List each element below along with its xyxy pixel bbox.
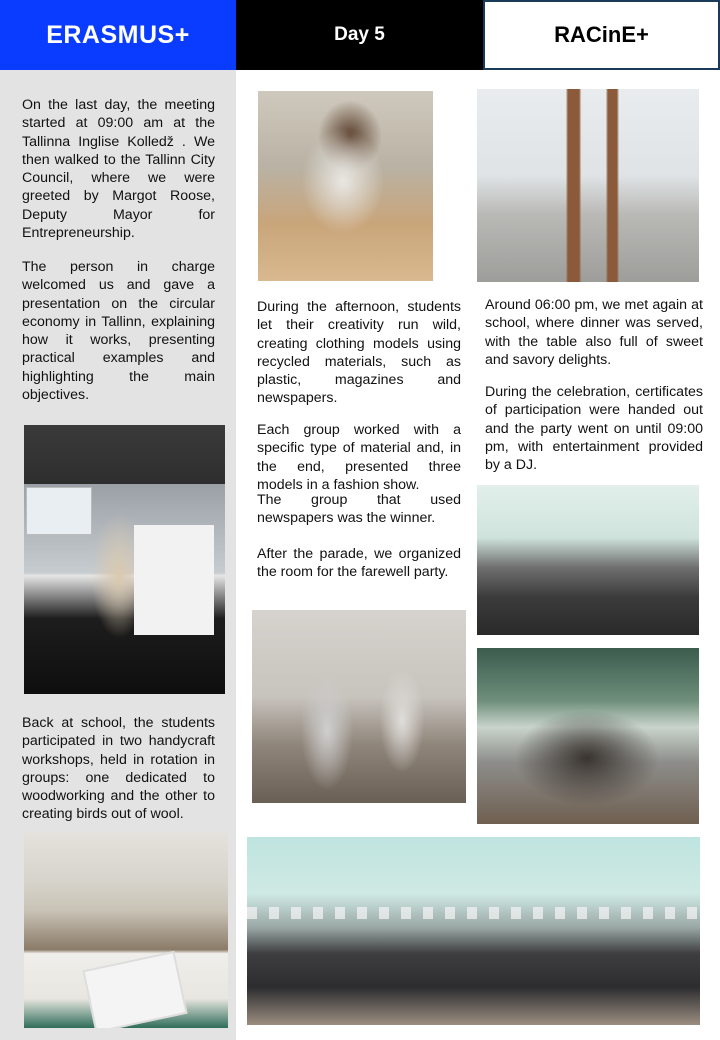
sidebar-paragraph-3: Back at school, the students participated in two handycraft workshops, held in rotation in groups: one dedicated to woodworking and the other to creating birds out of wool. [22,715,215,823]
presentation-photo [24,425,225,694]
day-label: Day 5 [334,24,385,45]
erasmus-header [0,0,236,70]
right-paragraph-2: During the celebration, certificates of participation were handed out and the party went on until 09:00 pm, with entertainment provided by a DJ. [485,384,703,474]
middle-paragraph-3: The group that used newspapers was the winner. [257,492,461,527]
project-header [483,0,720,70]
group-hug-photo [477,648,699,824]
right-paragraph-1: Around 06:00 pm, we met again at school, where dinner was served, with the table also full of sweet and savory delights. [485,297,703,368]
woodworking-photo [258,91,433,281]
middle-paragraph-2: Each group worked with a specific type of material and, in the end, presented three models in a fashion show. [257,422,461,493]
group-certificates-photo [247,837,700,1025]
project-title: RACinE+ [554,22,649,47]
recycled-materials-photo [477,89,699,282]
party-dance-photo [477,485,699,635]
erasmus-title: ERASMUS+ [46,20,190,49]
sidebar-paragraph-1: On the last day, the meeting started at 09:00 am at the Tallinna Inglise Kolledž . We then walked to the Tallinn City Council, where we were greeted by Margot Roose, Deputy Mayor for Entrepreneurship. [22,97,215,242]
middle-paragraph-4: After the parade, we organized the room for the farewell party. [257,546,461,581]
wool-workshop-photo [24,832,228,1028]
middle-paragraph-1: During the afternoon, students let their creativity run wild, creating clothing models using recycled materials, such as plastic, magazines and newspapers. [257,299,461,407]
fashion-show-photo [252,610,466,803]
day-header [236,0,483,70]
sidebar-paragraph-2: The person in charge welcomed us and gave a presentation on the circular economy in Tallinn, explaining how it works, presenting practical examples and highlighting the main objectives. [22,259,215,404]
